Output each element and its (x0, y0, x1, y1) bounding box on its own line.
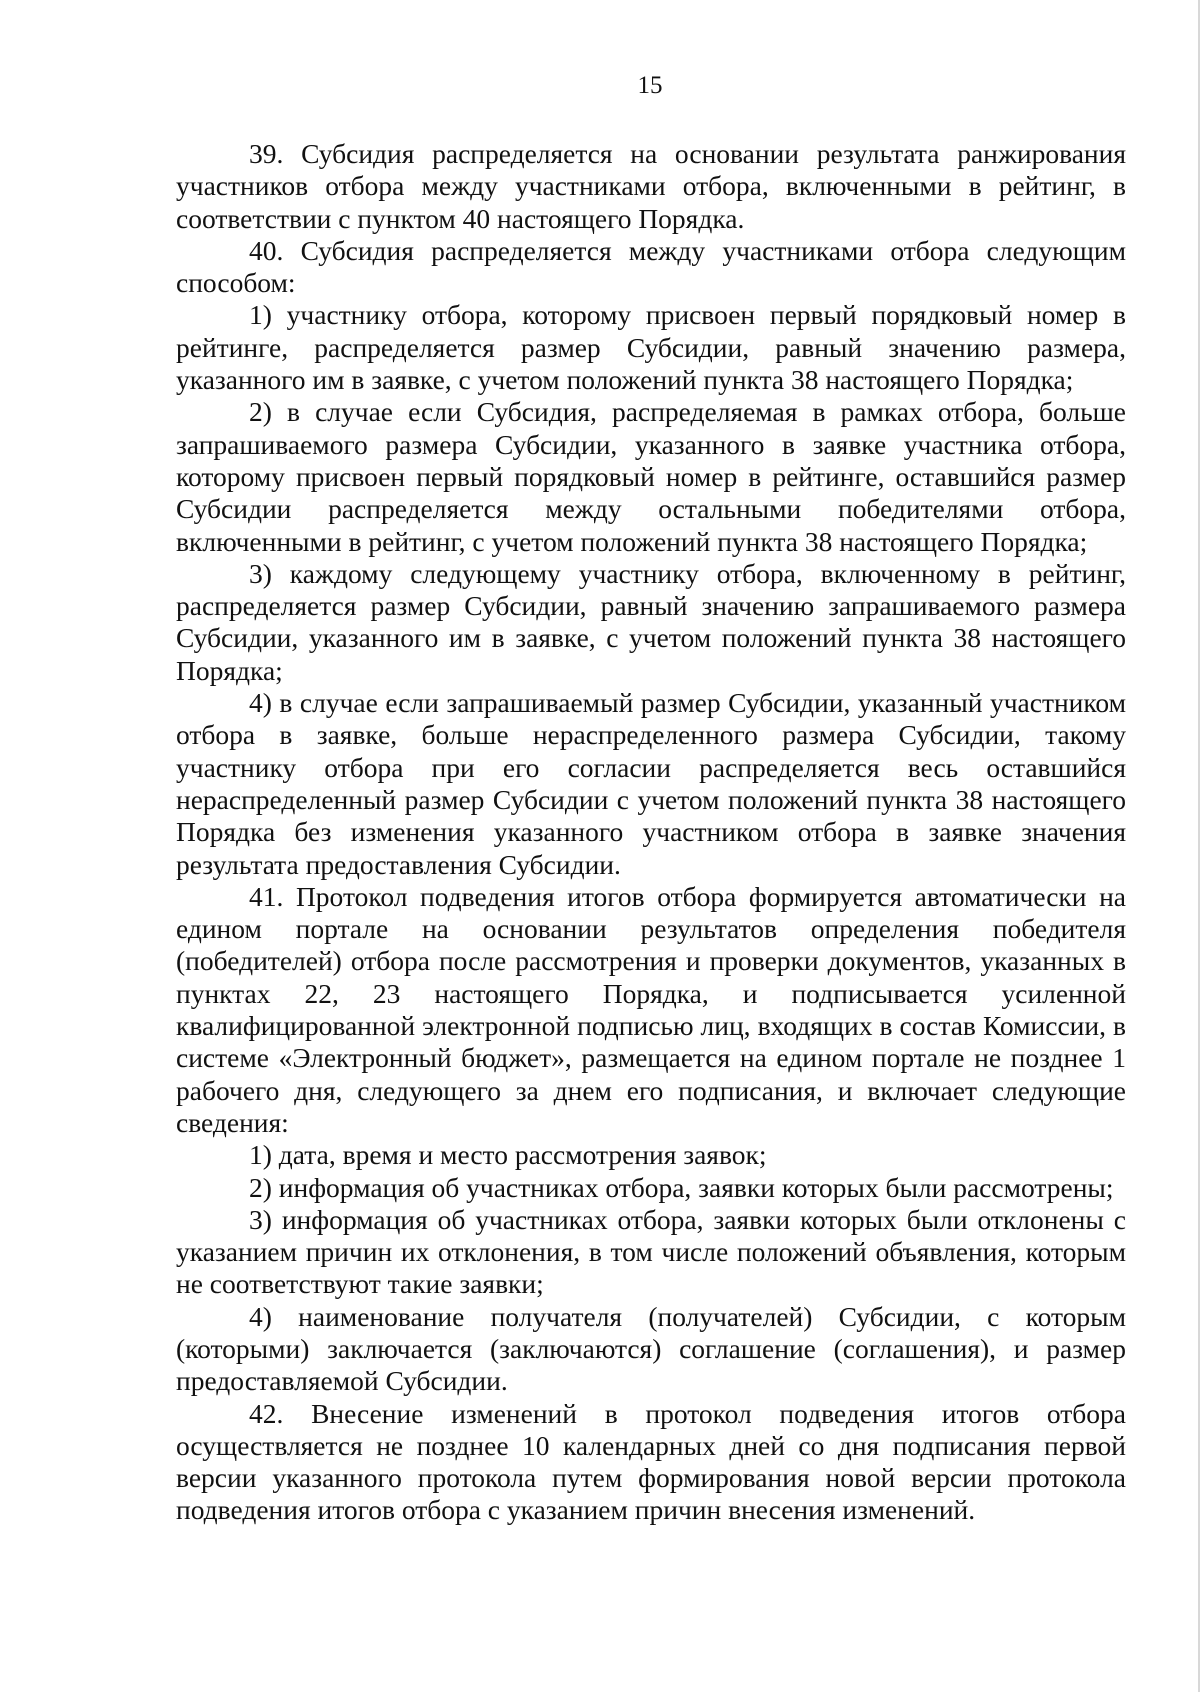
paragraph-41: 41. Протокол подведения итогов отбора формируется автоматически на едином портале на основании результатов определения победителя (победителей) отбора после рассмотрения и проверки документов, указанных в пунктах 22, 23 настоящего Порядка, и подписывается усиленной квалифицированной электронной подписью лиц, входящих в состав Комиссии, в системе «Электронный бюджет», размещается на едином портале не позднее 1 рабочего дня, следующего за днем его подписания, и включает следующие сведения: (176, 880, 1126, 1138)
paragraph-40: 40. Субсидия распределяется между участниками отбора следующим способом: (176, 234, 1126, 299)
paragraph-42: 42. Внесение изменений в протокол подведения итогов отбора осуществляется не позднее 10 календарных дней со дня подписания первой версии указанного протокола путем формирования новой версии протокола подведения итогов отбора с указанием причин внесения изменений. (176, 1397, 1126, 1526)
page-number: 15 (637, 72, 663, 99)
paragraph-40-item-4: 4) в случае если запрашиваемый размер Субсидии, указанный участником отбора в заявке, больше нераспределенного размера Субсидии, такому участнику отбора при его согласии распределяется весь оставшийся нераспределенный размер Субсидии с учетом положений пункта 38 настоящего Порядка без изменения указанного участником отбора в заявке значения результата предоставления Субсидии. (176, 687, 1126, 880)
paragraph-40-item-3: 3) каждому следующему участнику отбора, включенному в рейтинг, распределяется размер Субсидии, равный значению запрашиваемого размера Субсидии, указанного им в заявке, с учетом положений пункта 38 настоящего Порядка; (176, 557, 1126, 686)
paragraph-40-item-1: 1) участнику отбора, которому присвоен первый порядковый номер в рейтинге, распределяется размер Субсидии, равный значению размера, указанного им в заявке, с учетом положений пункта 38 настоящего Порядка; (176, 299, 1126, 396)
paragraph-39: 39. Субсидия распределяется на основании результата ранжирования участников отбора между участниками отбора, включенными в рейтинг, в соответствии с пунктом 40 настоящего Порядка. (176, 138, 1126, 234)
paragraph-41-item-1: 1) дата, время и место рассмотрения заявок; (249, 1139, 767, 1171)
paragraph-41-item-3: 3) информация об участниках отбора, заявки которых были отклонены с указанием причин их отклонения, в том числе положений объявления, которым не соответствуют такие заявки; (176, 1203, 1126, 1300)
paragraph-41-item-2: 2) информация об участниках отбора, заявки которых были рассмотрены; (249, 1171, 1114, 1203)
document-body (176, 138, 1126, 1527)
paragraph-41-item-4: 4) наименование получателя (получателей) Субсидии, с которым (которыми) заключается (заключаются) соглашение (соглашения), и размер предоставляемой Субсидии. (176, 1300, 1126, 1397)
paragraph-40-item-2: 2) в случае если Субсидия, распределяемая в рамках отбора, больше запрашиваемого размера Субсидии, указанного в заявке участника отбора, которому присвоен первый порядковый номер в рейтинге, оставшийся размер Субсидии распределяется между остальными победителями отбора, включенными в рейтинг, с учетом положений пункта 38 настоящего Порядка; (176, 396, 1126, 557)
